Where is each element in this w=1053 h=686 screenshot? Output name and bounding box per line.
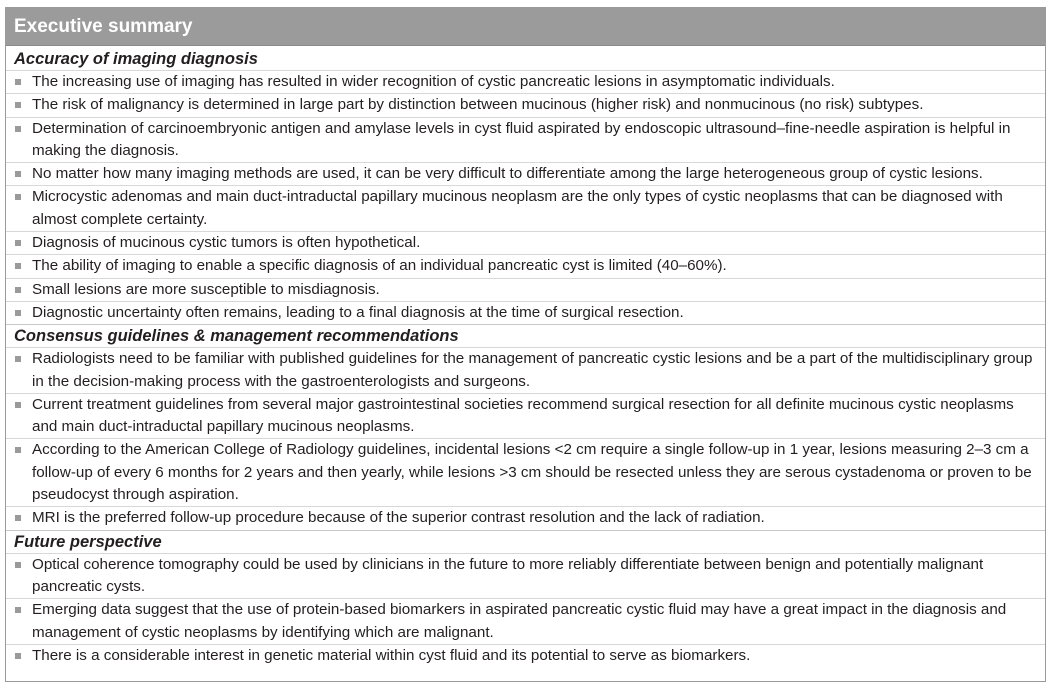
list-item <box>6 162 1045 185</box>
section-item-list <box>6 70 1045 324</box>
square-bullet-icon <box>15 194 21 200</box>
section-heading: Consensus guidelines & management recommendations <box>6 324 1045 347</box>
list-item-text: Optical coherence tomography could be used by clinicians in the future to more reliably differentiate between benign and potentially malignant pancreatic cysts. <box>32 555 984 595</box>
list-item <box>6 278 1045 301</box>
section-item-list <box>6 347 1045 529</box>
square-bullet-icon <box>15 356 21 362</box>
summary-title: Executive summary <box>6 8 1045 46</box>
section-heading: Accuracy of imaging diagnosis <box>6 48 1045 70</box>
square-bullet-icon <box>15 447 21 453</box>
square-bullet-icon <box>15 126 21 132</box>
list-item <box>6 506 1045 529</box>
list-item <box>6 553 1045 599</box>
list-item <box>6 185 1045 231</box>
list-item <box>6 231 1045 254</box>
list-item-text: Diagnosis of mucinous cystic tumors is often hypothetical. <box>32 234 421 252</box>
square-bullet-icon <box>15 263 21 269</box>
list-item <box>6 438 1045 506</box>
list-item-text: There is a considerable interest in genetic material within cyst fluid and its potential to serve as biomarkers. <box>32 646 751 664</box>
list-item-text: Small lesions are more susceptible to misdiagnosis. <box>32 280 380 298</box>
square-bullet-icon <box>15 102 21 108</box>
square-bullet-icon <box>15 240 21 246</box>
list-item-text: According to the American College of Radiology guidelines, incidental lesions <2 cm require a single follow-up in 1 year, lesions measuring 2–3 cm a follow-up of every 6 months for 2 years and then yearly, while lesions >3 cm should be resected unless they are serous cystadenoma or proven to be pseudocyst through aspiration. <box>32 441 1032 504</box>
list-item <box>6 254 1045 277</box>
section-heading: Future perspective <box>6 530 1045 553</box>
list-item <box>6 347 1045 393</box>
list-item <box>6 70 1045 93</box>
list-item <box>6 301 1045 324</box>
list-item <box>6 598 1045 644</box>
list-item <box>6 93 1045 116</box>
summary-sections <box>6 48 1045 667</box>
list-item-text: Current treatment guidelines from several major gastrointestinal societies recommend surgical resection for all definite mucinous cystic neoplasms and main duct-intraductal papillary mucinous neoplasms. <box>32 395 1014 436</box>
list-item-text: Determination of carcinoembryonic antigen and amylase levels in cyst fluid aspirated by endoscopic ultrasound–fine-needle aspiration is helpful in making the diagnosis. <box>32 119 1011 159</box>
square-bullet-icon <box>15 171 21 177</box>
list-item-text: Microcystic adenomas and main duct-intraductal papillary mucinous neoplasm are the only types of cystic neoplasms that can be diagnosed with almost complete certainty. <box>32 188 1003 228</box>
list-item <box>6 117 1045 163</box>
square-bullet-icon <box>15 310 21 316</box>
list-item-text: No matter how many imaging methods are used, it can be very difficult to differentiate among the large heterogeneous group of cystic lesions. <box>32 165 983 183</box>
list-item-text: Emerging data suggest that the use of protein-based biomarkers in aspirated pancreatic cystic fluid may have a great impact in the diagnosis and management of cystic neoplasms by identifying which are malignant. <box>32 601 1007 641</box>
list-item-text: MRI is the preferred follow-up procedure because of the superior contrast resolution and the lack of radiation. <box>32 509 765 527</box>
list-item-text: Diagnostic uncertainty often remains, leading to a final diagnosis at the time of surgical resection. <box>32 303 684 321</box>
list-item-text: The increasing use of imaging has resulted in wider recognition of cystic pancreatic lesions in asymptomatic individuals. <box>32 73 835 90</box>
list-item-text: The risk of malignancy is determined in large part by distinction between mucinous (higher risk) and nonmucinous (no risk) subtypes. <box>32 96 924 114</box>
square-bullet-icon <box>15 515 21 521</box>
list-item-text: The ability of imaging to enable a specific diagnosis of an individual pancreatic cyst is limited (40–60%). <box>32 257 727 275</box>
list-item <box>6 393 1045 439</box>
square-bullet-icon <box>15 562 21 568</box>
square-bullet-icon <box>15 287 21 293</box>
list-item <box>6 644 1045 667</box>
list-item-text: Radiologists need to be familiar with published guidelines for the management of pancreatic cystic lesions and be a part of the multidisciplinary group in the decision-making process with the gastroenterologists and surgeons. <box>32 350 1033 390</box>
square-bullet-icon <box>15 653 21 659</box>
square-bullet-icon <box>15 402 21 408</box>
section-item-list <box>6 553 1045 667</box>
square-bullet-icon <box>15 79 21 85</box>
executive-summary-box <box>5 7 1046 682</box>
square-bullet-icon <box>15 607 21 613</box>
